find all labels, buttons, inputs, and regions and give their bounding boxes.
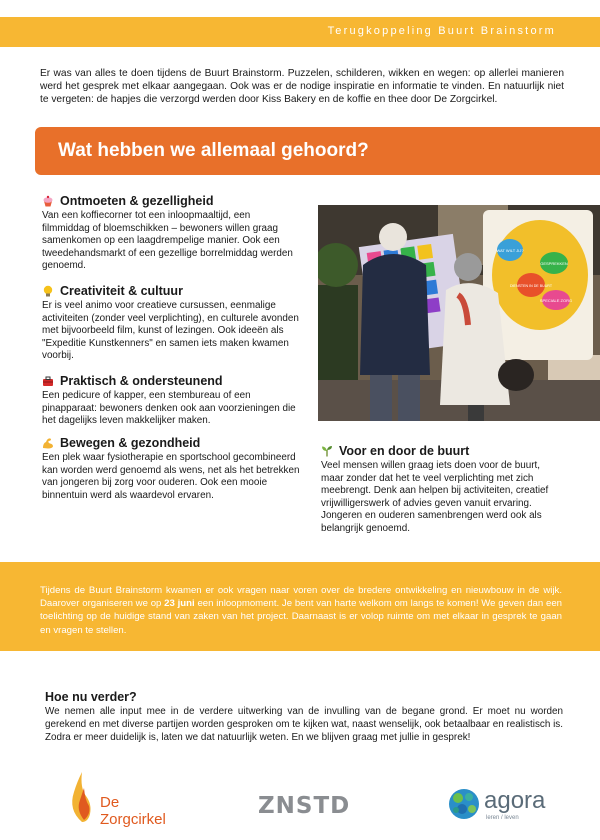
banner-title: Wat hebben we allemaal gehoord? <box>58 140 369 161</box>
board-label: GESPREKKEN <box>540 261 568 266</box>
agora-name: agora <box>484 787 546 814</box>
header-title: Terugkoppeling Buurt Brainstorm <box>327 25 556 37</box>
agora-tagline: leren / leven <box>486 815 519 821</box>
section-creativiteit <box>42 284 300 363</box>
seedling-icon <box>321 445 333 457</box>
section-praktisch <box>42 374 300 428</box>
section-text: Een pedicure of kapper, een stembureau of een pinapparaat: bewoners denken ook aan voorzieningen die het dagelijks leven makkelijker maken. <box>42 390 296 427</box>
section-text: Er is veel animo voor creatieve cursussen, eenmalige activiteiten (zonder veel verplichting), en culturele avonden met bijvoorbeeld film, kunst of lezingen. Ook ideeën als "Expeditie Kunstkenners" en samen iets maken kwamen voorbij. <box>42 300 299 362</box>
section-title: Ontmoeten & gezelligheid <box>60 194 214 208</box>
section-title: Creativiteit & cultuur <box>60 284 183 298</box>
zorgcirkel-flame-icon <box>68 770 102 825</box>
agora-logo <box>448 786 558 826</box>
section-title: Bewegen & gezondheid <box>60 436 201 450</box>
znstd-logo <box>258 793 368 821</box>
next-steps-title: Hoe nu verder? <box>45 690 137 704</box>
section-title: Voor en door de buurt <box>339 444 470 458</box>
cupcake-icon <box>42 195 54 207</box>
section-bewegen <box>42 436 300 502</box>
section-text: Van een koffiecorner tot een inloopmaaltijd, een filmmiddag of bloemschikken – bewoners willen graag samenkomen op een laagdrempelige manier. Ook een tweedehandsmarkt of een gezellige borrelmiddag werden genoemd. <box>42 210 293 272</box>
board-label: DIENSTEN IN DE BUURT <box>509 284 553 288</box>
section-title: Praktisch & ondersteunend <box>60 374 223 388</box>
next-steps-text: We nemen alle input mee in de verdere uitwerking van de invulling van de begane grond. Er moet nu worden gerekend en met diverse partijen worden gesproken om te kijken wat, naast wenselijk, ook betaalbaar en realistisch is. Zodra er meer duidelijk is, laten we dat natuurlijk weten. En we blijven graag met jullie in gesprek! <box>45 706 563 743</box>
zorgcirkel-name: De Zorgcirkel <box>100 794 166 828</box>
lightbulb-icon <box>42 285 54 297</box>
board-label: WAT WILT JIJ? <box>496 248 524 253</box>
section-voor-de-buurt <box>321 444 561 536</box>
section-banner <box>35 127 600 175</box>
znstd-name: ZNSTD <box>258 793 351 819</box>
section-text: Een plek waar fysiotherapie en sportschool gecombineerd kan worden werd genoemd als wens, net als het betrekken van jongeren bij zorg voor ouderen. Ook een mooie binnentuin werd als waardevol ervaren. <box>42 452 300 501</box>
board-label: SPECIALE ZORG <box>539 298 573 303</box>
toolbox-icon <box>42 375 54 387</box>
zorgcirkel-logo <box>68 770 188 828</box>
section-ontmoeten <box>42 194 300 273</box>
intro-paragraph: Er was van alles te doen tijdens de Buurt Brainstorm. Puzzelen, schilderen, wikken en wegen: op allerlei manieren werd het gesprek met elkaar aangegaan. Ook was er de nodige inspiratie en informatie te vinden. En natuurlijk niet te vergeten: de hapjes die verzorgd werden door Kiss Bakery en de koffie en thee door De Zorgcirkel. <box>40 68 564 105</box>
agora-globe-icon <box>448 788 480 820</box>
section-text: Veel mensen willen graag iets doen voor de buurt, maar zonder dat het te veel verplichting met zich meebrengt. Denk aan helpen bij activiteiten, creatief vrijwilligerswerk of advies geven vanuit ervaring. Jongeren en ouderen samenbrengen werd ook als belangrijk genoemd. <box>321 460 549 534</box>
event-photo-image <box>318 205 600 421</box>
announcement-date: 23 juni <box>164 598 195 610</box>
announcement-block <box>0 562 600 651</box>
flexed-arm-icon <box>42 437 54 449</box>
event-photo <box>318 205 600 421</box>
header-bar <box>0 17 600 47</box>
announcement-text: Tijdens de Buurt Brainstorm kwamen er ook vragen naar voren over de bredere ontwikkeling en nieuwbouw in de wijk. Daarover organiseren we op 23 juni een inloopmoment. Je bent van harte welkom om langs te komen! We geven dan een toelichting op de huidige stand van zaken van het project. Daarnaast is er volop ruimte om met elkaar in gesprek te gaan en vragen te stellen. <box>40 585 562 636</box>
